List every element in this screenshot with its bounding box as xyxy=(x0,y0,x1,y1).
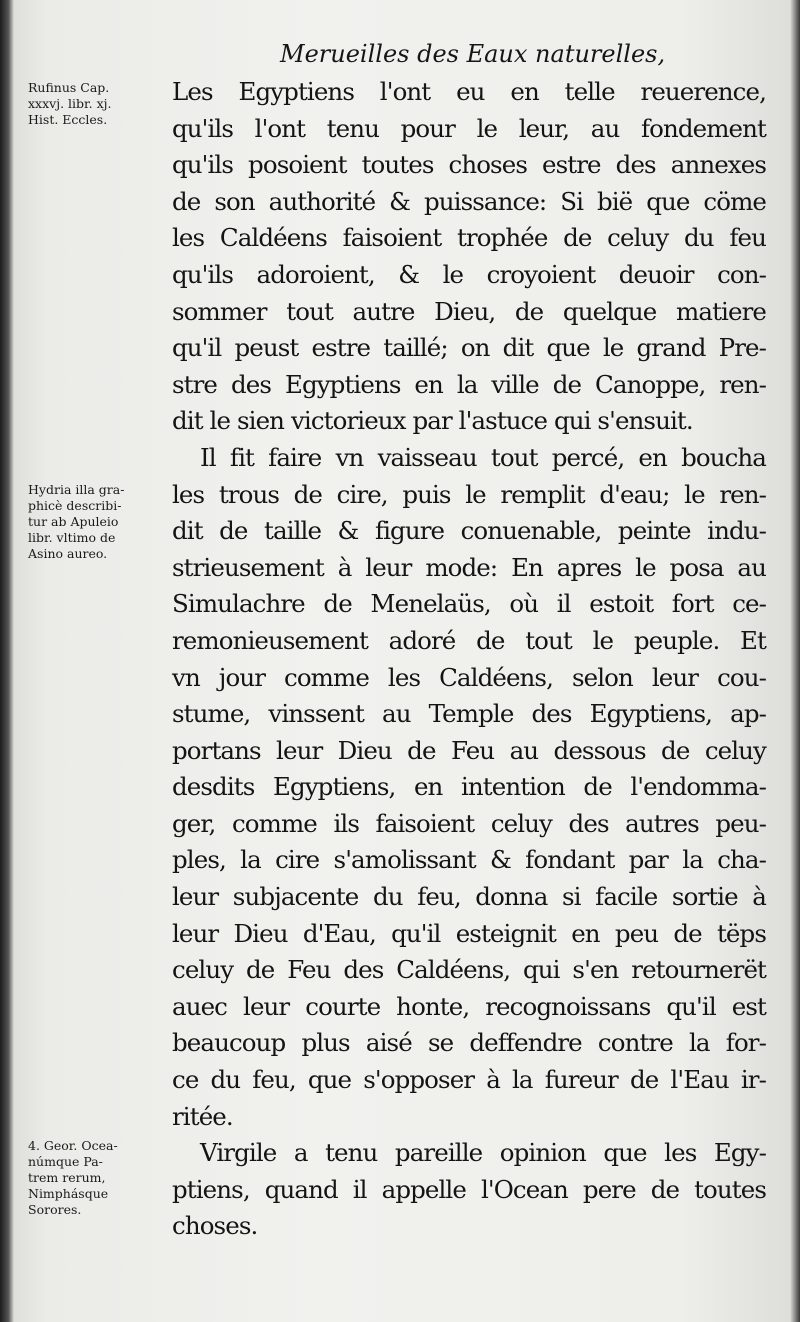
text-line: ritée. xyxy=(172,1101,233,1131)
text-line: Il fit faire vn vaisseau tout percé, en boucha xyxy=(200,442,766,472)
running-head: Merueilles des Eaux naturelles, xyxy=(280,40,666,68)
text-line: ce du feu, que s'opposer à la fureur de l'Eau ir- xyxy=(172,1065,766,1095)
note-hydria xyxy=(28,482,176,562)
text-line: vn jour comme les Caldéens, selon leur cou- xyxy=(172,662,766,692)
text-line: remonieusement adoré de tout le peuple. Et xyxy=(172,625,766,655)
note-georgica xyxy=(28,1138,176,1218)
marginal-note-line: Nimphásque xyxy=(28,1186,109,1201)
text-line: qu'ils l'ont tenu pour le leur, au fondement xyxy=(172,113,766,143)
marginal-note-line: Hist. Eccles. xyxy=(28,112,108,127)
paragraph xyxy=(172,440,766,1135)
page-gutter-shadow xyxy=(0,0,14,1322)
text-line: leur subjacente du feu, donna si facile sortie à xyxy=(172,882,766,912)
text-line: ger, comme ils faisoient celuy des autres peu- xyxy=(172,808,766,838)
text-line: stre des Egyptiens en la ville de Canoppe, ren- xyxy=(172,369,766,399)
marginal-note-line: libr. vltimo de xyxy=(28,530,116,545)
marginal-note-line: Asino aureo. xyxy=(28,546,108,561)
text-line: de son authorité & puissance: Si bië que cöme xyxy=(172,186,766,216)
marginal-note-line: 4. Geor. Ocea- xyxy=(28,1138,118,1153)
text-line: portans leur Dieu de Feu au dessous de celuy xyxy=(172,735,766,765)
paragraph xyxy=(172,1135,766,1245)
marginal-note-line: Hydria illa gra- xyxy=(28,482,125,497)
text-line: qu'ils adoroient, & le croyoient deuoir con- xyxy=(172,259,766,289)
text-line: choses. xyxy=(172,1211,258,1241)
text-line: dit de taille & figure conuenable, peinte indu- xyxy=(172,516,766,546)
paragraph xyxy=(172,74,766,440)
marginal-note-line: Rufinus Cap. xyxy=(28,80,110,95)
text-line: celuy de Feu des Caldéens, qui s'en retournerët xyxy=(172,955,766,985)
text-line: qu'il peust estre taillé; on dit que le grand Pre- xyxy=(172,333,766,363)
marginal-note-line: Sorores. xyxy=(28,1202,82,1217)
marginal-note-line: trem rerum, xyxy=(28,1170,106,1185)
page-edge-shadow xyxy=(790,0,800,1322)
text-line: Virgile a tenu pareille opinion que les Egy- xyxy=(200,1138,766,1168)
marginal-note-line: tur ab Apuleio xyxy=(28,514,119,529)
text-line: les trous de cire, puis le remplit d'eau; le ren- xyxy=(172,479,766,509)
text-line: ples, la cire s'amolissant & fondant par la cha- xyxy=(172,845,766,875)
text-line: ptiens, quand il appelle l'Ocean pere de toutes xyxy=(172,1174,766,1204)
text-line: beaucoup plus aisé se deffendre contre la for- xyxy=(172,1028,766,1058)
text-line: desdits Egyptiens, en intention de l'endomma- xyxy=(172,772,766,802)
text-line: qu'ils posoient toutes choses estre des annexes xyxy=(172,150,766,180)
text-line: sommer tout autre Dieu, de quelque matiere xyxy=(172,296,766,326)
text-line: les Caldéens faisoient trophée de celuy du feu xyxy=(172,223,766,253)
text-line: stume, vinssent au Temple des Egyptiens, ap- xyxy=(172,699,766,729)
text-line: Les Egyptiens l'ont eu en telle reuerence, xyxy=(172,77,766,106)
marginal-note-line: phicè describi- xyxy=(28,498,122,513)
text-line: strieusement à leur mode: En apres le posa au xyxy=(172,552,766,582)
text-line: Simulachre de Menelaüs, où il estoit fort ce- xyxy=(172,589,766,619)
text-line: dit le sien victorieux par l'astuce qui s'ensuit. xyxy=(172,406,693,436)
marginal-note-line: xxxvj. libr. xj. xyxy=(28,96,112,111)
text-line: leur Dieu d'Eau, qu'il esteignit en peu de tëps xyxy=(172,918,766,948)
marginal-note-line: númque Pa- xyxy=(28,1154,103,1169)
text-line: auec leur courte honte, recognoissans qu'il est xyxy=(172,991,766,1021)
note-rufinus xyxy=(28,80,176,128)
main-text xyxy=(172,74,766,1245)
